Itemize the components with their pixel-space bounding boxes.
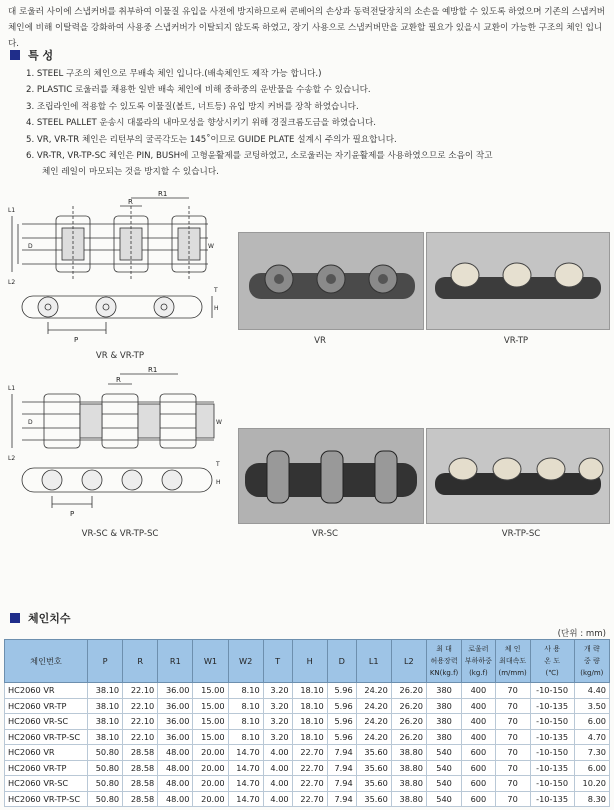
feature-item: 1. STEEL 구조의 체인으로 무배속 체인 입니다.(배속체인도 제작 가능 합니다.) bbox=[26, 69, 322, 79]
cell-name: HC2060 VR-TP bbox=[5, 698, 88, 714]
cell-p: 50.80 bbox=[88, 791, 123, 807]
t-label: T bbox=[216, 461, 220, 468]
col-roller-top: 로울러 bbox=[468, 645, 489, 653]
cell-name: HC2060 VR bbox=[5, 745, 88, 761]
cell-r: 28.58 bbox=[123, 791, 158, 807]
col-weight-top: 개 략 bbox=[583, 645, 600, 653]
table-header-row bbox=[5, 640, 610, 683]
cell-r: 22.10 bbox=[123, 683, 158, 699]
cell-r: 28.58 bbox=[123, 745, 158, 761]
cell-tensile: 540 bbox=[426, 760, 461, 776]
col-l2: L2 bbox=[391, 640, 426, 683]
cell-h: 18.10 bbox=[292, 729, 327, 745]
cell-l2: 26.20 bbox=[391, 698, 426, 714]
cell-p: 50.80 bbox=[88, 745, 123, 761]
cell-h: 22.70 bbox=[292, 791, 327, 807]
cell-d: 5.96 bbox=[327, 729, 356, 745]
cell-tensile: 540 bbox=[426, 745, 461, 761]
p-label: P bbox=[70, 510, 75, 518]
cell-roller: 600 bbox=[462, 776, 495, 792]
cell-w2: 14.70 bbox=[228, 745, 263, 761]
cell-r1: 36.00 bbox=[158, 698, 193, 714]
intro-paragraph: 대 로울러 사이에 스냅커버를 취부하여 이물질 유입을 사전에 방지하므로써 콘베어의 손상과 동력전달장치의 소손을 예방할 수 있도록 하였으며 기존의 스냅커버 체인에 비해 이탈력을 강화하여 사용중 스냅커버가 이탈되지 않도록 하였고, 장기 사용으로 스냅커버만을 교환할 필요가 있을시 교환이 가능한 구조의 체인 입니다. bbox=[8, 7, 606, 49]
cell-l1: 24.20 bbox=[356, 683, 391, 699]
table-row bbox=[5, 714, 610, 730]
cell-d: 5.96 bbox=[327, 698, 356, 714]
cell-temp: -10-150 bbox=[530, 776, 574, 792]
cell-temp: -10-150 bbox=[530, 745, 574, 761]
feature-item: 3. 조립라인에 적용할 수 있도록 이물질(볼트, 너트등) 유입 방지 커버를 장착 하였습니다. bbox=[26, 101, 359, 112]
cell-h: 18.10 bbox=[292, 698, 327, 714]
cell-l1: 35.60 bbox=[356, 745, 391, 761]
cell-p: 38.10 bbox=[88, 698, 123, 714]
cell-roller: 400 bbox=[462, 714, 495, 730]
features-list bbox=[26, 66, 606, 181]
cell-roller: 600 bbox=[462, 745, 495, 761]
r1-label: R1 bbox=[148, 366, 158, 374]
cell-temp: -10-135 bbox=[530, 698, 574, 714]
col-weight bbox=[574, 640, 609, 683]
col-speed-top: 체 인 bbox=[504, 645, 521, 653]
cell-r1: 36.00 bbox=[158, 714, 193, 730]
t-label: T bbox=[214, 287, 218, 294]
table-body bbox=[5, 683, 610, 807]
cell-p: 50.80 bbox=[88, 760, 123, 776]
cell-w1: 15.00 bbox=[193, 683, 228, 699]
cell-tensile: 380 bbox=[426, 683, 461, 699]
diagram-vr-vrtp bbox=[8, 188, 230, 350]
cell-speed: 70 bbox=[495, 683, 530, 699]
cell-l2: 38.80 bbox=[391, 791, 426, 807]
cell-t: 4.00 bbox=[263, 776, 292, 792]
h-label: H bbox=[214, 305, 219, 312]
col-tensile-top: 최 대 bbox=[436, 645, 452, 653]
col-weight-unit: (kg/m) bbox=[580, 669, 604, 677]
photo-vr-tp-sc bbox=[426, 428, 610, 524]
cell-l1: 35.60 bbox=[356, 760, 391, 776]
cell-tensile: 540 bbox=[426, 791, 461, 807]
cell-tensile: 380 bbox=[426, 714, 461, 730]
col-w2: W2 bbox=[228, 640, 263, 683]
h-label: H bbox=[216, 479, 221, 486]
cell-h: 22.70 bbox=[292, 776, 327, 792]
col-name: 체인번호 bbox=[5, 640, 88, 683]
cell-d: 7.94 bbox=[327, 791, 356, 807]
cell-l1: 35.60 bbox=[356, 776, 391, 792]
col-speed-unit: (m/mm) bbox=[498, 669, 527, 677]
cell-t: 3.20 bbox=[263, 683, 292, 699]
cell-l2: 26.20 bbox=[391, 683, 426, 699]
feature-item: 5. VR, VR-TR 체인은 리턴부의 굴곡각도는 145˚이므로 GUIDE PLATE 설계시 주의가 필요합니다. bbox=[26, 134, 397, 145]
col-roller-unit: (kg.f) bbox=[469, 669, 488, 677]
cell-t: 3.20 bbox=[263, 698, 292, 714]
col-speed bbox=[495, 640, 530, 683]
table-row bbox=[5, 683, 610, 699]
r1-label: R1 bbox=[158, 190, 168, 198]
col-h: H bbox=[292, 640, 327, 683]
d-label: D bbox=[28, 243, 33, 250]
col-d: D bbox=[327, 640, 356, 683]
cell-weight: 3.50 bbox=[574, 698, 609, 714]
cell-r1: 48.00 bbox=[158, 760, 193, 776]
caption-vr-vrtp: VR & VR-TP bbox=[95, 351, 145, 361]
cell-r: 28.58 bbox=[123, 760, 158, 776]
section-marker-icon bbox=[10, 50, 20, 60]
table-row bbox=[5, 760, 610, 776]
cell-name: HC2060 VR-TP-SC bbox=[5, 729, 88, 745]
caption-photo-vr-sc: VR-SC bbox=[311, 529, 339, 539]
cell-temp: -10-150 bbox=[530, 714, 574, 730]
feature-item: 2. PLASTIC 로울러를 채용한 일반 배속 체인에 비해 중하중의 운반물을 수송할 수 있습니다. bbox=[26, 85, 371, 96]
w-label: W bbox=[216, 419, 222, 426]
cell-t: 4.00 bbox=[263, 760, 292, 776]
col-p: P bbox=[88, 640, 123, 683]
cell-temp: -10-150 bbox=[530, 683, 574, 699]
col-speed-bottom: 최대속도 bbox=[499, 657, 527, 665]
cell-h: 22.70 bbox=[292, 745, 327, 761]
cell-temp: -10-135 bbox=[530, 791, 574, 807]
col-temp-top: 사 용 bbox=[544, 645, 560, 653]
chain-dimensions-table bbox=[4, 639, 610, 807]
cell-r1: 36.00 bbox=[158, 683, 193, 699]
cell-tensile: 380 bbox=[426, 698, 461, 714]
cell-weight: 10.20 bbox=[574, 776, 609, 792]
cell-d: 7.94 bbox=[327, 745, 356, 761]
col-t: T bbox=[263, 640, 292, 683]
cell-w1: 15.00 bbox=[193, 729, 228, 745]
cell-roller: 600 bbox=[462, 791, 495, 807]
cell-p: 38.10 bbox=[88, 729, 123, 745]
cell-w2: 8.10 bbox=[228, 729, 263, 745]
cell-t: 4.00 bbox=[263, 791, 292, 807]
cell-w1: 20.00 bbox=[193, 791, 228, 807]
cell-w1: 15.00 bbox=[193, 714, 228, 730]
cell-r: 22.10 bbox=[123, 729, 158, 745]
cell-w2: 8.10 bbox=[228, 714, 263, 730]
cell-speed: 70 bbox=[495, 791, 530, 807]
table-row bbox=[5, 729, 610, 745]
cell-r1: 36.00 bbox=[158, 729, 193, 745]
table-row bbox=[5, 745, 610, 761]
cell-d: 7.94 bbox=[327, 760, 356, 776]
photo-vr-sc bbox=[238, 428, 424, 524]
w-label: W bbox=[208, 243, 214, 250]
cell-roller: 400 bbox=[462, 729, 495, 745]
col-roller-bottom: 부하하중 bbox=[464, 657, 492, 665]
cell-name: HC2060 VR-TP-SC bbox=[5, 791, 88, 807]
cell-w1: 20.00 bbox=[193, 745, 228, 761]
caption-photo-vr-tp-sc: VR-TP-SC bbox=[501, 529, 541, 539]
photo-vr bbox=[238, 232, 424, 330]
cell-r: 22.10 bbox=[123, 698, 158, 714]
photo-vr-tp bbox=[426, 232, 610, 330]
caption-photo-vr-tp: VR-TP bbox=[503, 336, 529, 346]
cell-l2: 26.20 bbox=[391, 714, 426, 730]
table-heading-text: 체인치수 bbox=[28, 612, 71, 625]
cell-tensile: 540 bbox=[426, 776, 461, 792]
cell-weight: 6.00 bbox=[574, 714, 609, 730]
l2-label: L2 bbox=[8, 279, 16, 286]
cell-l2: 38.80 bbox=[391, 776, 426, 792]
cell-speed: 70 bbox=[495, 698, 530, 714]
cell-r: 22.10 bbox=[123, 714, 158, 730]
cell-d: 5.96 bbox=[327, 714, 356, 730]
section-marker-icon bbox=[10, 613, 20, 623]
cell-r: 28.58 bbox=[123, 776, 158, 792]
cell-roller: 600 bbox=[462, 760, 495, 776]
cell-d: 7.94 bbox=[327, 776, 356, 792]
l1-label: L1 bbox=[8, 385, 16, 392]
cell-r1: 48.00 bbox=[158, 745, 193, 761]
table-row bbox=[5, 698, 610, 714]
cell-speed: 70 bbox=[495, 745, 530, 761]
cell-w1: 20.00 bbox=[193, 776, 228, 792]
table-heading bbox=[10, 611, 71, 625]
cell-weight: 8.30 bbox=[574, 791, 609, 807]
cell-w2: 14.70 bbox=[228, 791, 263, 807]
cell-p: 38.10 bbox=[88, 714, 123, 730]
cell-l2: 26.20 bbox=[391, 729, 426, 745]
cell-h: 18.10 bbox=[292, 683, 327, 699]
feature-item: 체인 레일이 마모되는 것을 방지할 수 있습니다. bbox=[42, 167, 219, 178]
unit-label: (단위 : mm) bbox=[557, 629, 606, 639]
col-tensile bbox=[426, 640, 461, 683]
cell-weight: 4.70 bbox=[574, 729, 609, 745]
cell-p: 50.80 bbox=[88, 776, 123, 792]
cell-temp: -10-135 bbox=[530, 729, 574, 745]
cell-roller: 400 bbox=[462, 683, 495, 699]
cell-speed: 70 bbox=[495, 776, 530, 792]
cell-temp: -10-135 bbox=[530, 760, 574, 776]
cell-l2: 38.80 bbox=[391, 760, 426, 776]
r-label: R bbox=[116, 376, 121, 384]
col-tensile-unit: KN(kg.f) bbox=[429, 669, 459, 677]
col-w1: W1 bbox=[193, 640, 228, 683]
cell-l1: 24.20 bbox=[356, 729, 391, 745]
cell-t: 3.20 bbox=[263, 729, 292, 745]
cell-w1: 15.00 bbox=[193, 698, 228, 714]
col-tensile-bottom: 허용장력 bbox=[430, 657, 458, 665]
table-row bbox=[5, 776, 610, 792]
cell-w2: 14.70 bbox=[228, 776, 263, 792]
col-temp-mid: 온 도 bbox=[544, 657, 560, 665]
diagram-vrsc-vrtpsc bbox=[8, 364, 230, 526]
cell-h: 18.10 bbox=[292, 714, 327, 730]
l2-label: L2 bbox=[8, 455, 16, 462]
table-row bbox=[5, 791, 610, 807]
cell-r1: 48.00 bbox=[158, 776, 193, 792]
cell-w2: 14.70 bbox=[228, 760, 263, 776]
r-label: R bbox=[128, 198, 133, 206]
cell-d: 5.96 bbox=[327, 683, 356, 699]
cell-weight: 7.30 bbox=[574, 745, 609, 761]
cell-roller: 400 bbox=[462, 698, 495, 714]
features-heading-text: 특 성 bbox=[28, 49, 54, 62]
cell-weight: 4.40 bbox=[574, 683, 609, 699]
p-label: P bbox=[74, 336, 79, 344]
col-r: R bbox=[123, 640, 158, 683]
caption-vrsc-vrtpsc: VR-SC & VR-TP-SC bbox=[81, 529, 159, 539]
cell-p: 38.10 bbox=[88, 683, 123, 699]
cell-tensile: 380 bbox=[426, 729, 461, 745]
cell-w2: 8.10 bbox=[228, 683, 263, 699]
cell-name: HC2060 VR-TP bbox=[5, 760, 88, 776]
cell-l1: 24.20 bbox=[356, 698, 391, 714]
d-label: D bbox=[28, 419, 33, 426]
cell-r1: 48.00 bbox=[158, 791, 193, 807]
col-weight-mid: 중 량 bbox=[583, 657, 600, 665]
col-roller bbox=[462, 640, 495, 683]
cell-t: 3.20 bbox=[263, 714, 292, 730]
col-temp-unit: (℃) bbox=[545, 669, 559, 677]
features-heading bbox=[10, 48, 53, 62]
feature-item: 6. VR-TR, VR-TP-SC 체인은 PIN, BUSH에 고형윤활제를 코팅하였고, 소로울러는 자기윤활제를 사용하였으므로 소음이 작고 bbox=[26, 151, 493, 162]
col-r1: R1 bbox=[158, 640, 193, 683]
cell-l2: 38.80 bbox=[391, 745, 426, 761]
cell-weight: 6.00 bbox=[574, 760, 609, 776]
cell-speed: 70 bbox=[495, 729, 530, 745]
cell-name: HC2060 VR bbox=[5, 683, 88, 699]
cell-speed: 70 bbox=[495, 760, 530, 776]
col-l1: L1 bbox=[356, 640, 391, 683]
cell-l1: 35.60 bbox=[356, 791, 391, 807]
cell-speed: 70 bbox=[495, 714, 530, 730]
cell-w1: 20.00 bbox=[193, 760, 228, 776]
cell-l1: 24.20 bbox=[356, 714, 391, 730]
cell-name: HC2060 VR-SC bbox=[5, 776, 88, 792]
cell-name: HC2060 VR-SC bbox=[5, 714, 88, 730]
caption-photo-vr: VR bbox=[314, 336, 326, 346]
cell-t: 4.00 bbox=[263, 745, 292, 761]
feature-item: 4. STEEL PALLET 운송시 대롤라의 내마모성을 향상시키기 위해 경질크롬도금을 하였습니다. bbox=[26, 118, 376, 129]
col-temp bbox=[530, 640, 574, 683]
l1-label: L1 bbox=[8, 207, 16, 214]
cell-h: 22.70 bbox=[292, 760, 327, 776]
cell-w2: 8.10 bbox=[228, 698, 263, 714]
